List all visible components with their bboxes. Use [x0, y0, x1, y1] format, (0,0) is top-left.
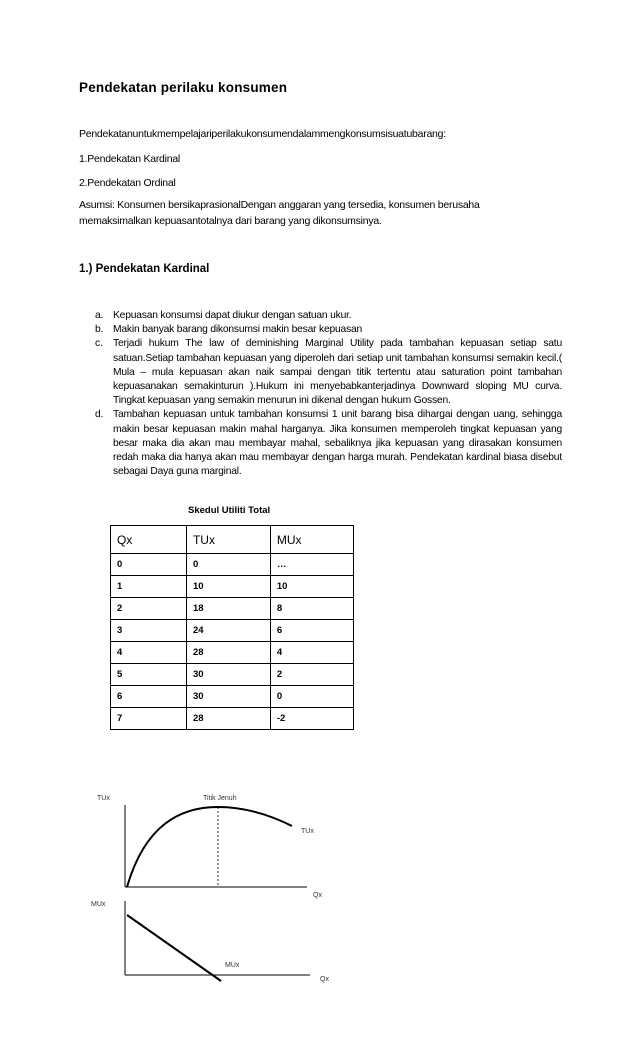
cell-qx: 1: [111, 576, 187, 598]
cell-qx: 3: [111, 620, 187, 642]
cell-mux: …: [270, 554, 353, 576]
cell-tux: 30: [186, 664, 270, 686]
mu-x-axis-label: Qx: [320, 976, 329, 983]
tu-y-axis-label: TUx: [97, 795, 110, 802]
page-title: Pendekatan perilaku konsumen: [79, 80, 288, 95]
list-item-text: Kepuasan konsumsi dapat diukur dengan satuan ukur.: [113, 310, 352, 321]
cell-tux: 24: [186, 620, 270, 642]
cell-mux: 6: [270, 620, 353, 642]
tu-curve: [127, 807, 292, 887]
table-row: [111, 642, 354, 664]
list-marker: a.: [95, 310, 104, 321]
header-qx: Qx: [111, 526, 187, 554]
table-header-row: [111, 526, 354, 554]
cell-tux: 18: [186, 598, 270, 620]
cell-tux: 28: [186, 708, 270, 730]
cell-qx: 0: [111, 554, 187, 576]
list-marker: b.: [95, 324, 104, 336]
cell-tux: 28: [186, 642, 270, 664]
tu-x-axis-label: Qx: [313, 892, 322, 899]
table-row: [111, 554, 354, 576]
table-row: [111, 576, 354, 598]
mu-curve-label: MUx: [225, 962, 240, 969]
cell-mux: 2: [270, 664, 353, 686]
cell-tux: 30: [186, 686, 270, 708]
mu-curve: [127, 915, 221, 981]
cell-tux: 0: [186, 554, 270, 576]
list-item-text: Terjadi hukum The law of deminishing Marginal Utility pada tambahan kepuasan setiap satu satuan.Setiap tambahan kepuasan yang diperoleh dari setiap unit tambahan konsumsi semakin kecil.( Mula – mula kepuasan akan naik sampai dengan titik tertentu atau saturation point tambahan kepuasanakan semakinturun ).Hukum ini menyebabkanterjadinya Downward sloping MU curva. Tingkat kepuasan yang semakin menurun ini dikenal dengan hukum Gossen.: [113, 338, 562, 407]
cell-qx: 5: [111, 664, 187, 686]
tu-mu-graph: [85, 785, 345, 995]
list-marker: d.: [95, 409, 104, 421]
tu-curve-label: TUx: [301, 828, 314, 835]
cell-mux: 8: [270, 598, 353, 620]
table-row: [111, 686, 354, 708]
list-item: [95, 323, 562, 337]
approach-ordinal: 2.Pendekatan Ordinal: [79, 177, 176, 189]
asumsi-line-1: Asumsi: Konsumen bersikaprasionalDengan anggaran yang tersedia, konsumen berusaha: [79, 199, 480, 211]
table-caption: Skedul Utiliti Total: [188, 505, 271, 516]
cardinal-list: [95, 309, 562, 479]
list-item-text: Tambahan kepuasan untuk tambahan konsumsi 1 unit barang bisa dihargai dengan uang, sehingga makin besar kepuasan makin mahal harganya. Jika konsumen memperoleh tingkat kepuasan yang besar maka dia akan mau membayar mahal, sebaliknya jika kepuasan yang dirasakan konsumen redah maka dia hanya akan mau membayar dengan harga murah. Pendekatan kardinal biasa disebut sebagai Daya guna marginal.: [113, 409, 562, 478]
header-mux: MUx: [270, 526, 353, 554]
section-title: 1.) Pendekatan Kardinal: [79, 263, 210, 275]
cell-qx: 7: [111, 708, 187, 730]
saturation-point-label: Titik Jenuh: [203, 795, 237, 802]
cell-qx: 2: [111, 598, 187, 620]
cell-mux: 10: [270, 576, 353, 598]
approach-cardinal: 1.Pendekatan Kardinal: [79, 153, 180, 165]
cell-mux: 0: [270, 686, 353, 708]
cell-mux: -2: [270, 708, 353, 730]
header-tux: TUx: [186, 526, 270, 554]
list-item: [95, 408, 562, 479]
table-row: [111, 708, 354, 730]
mu-y-axis-label: MUx: [91, 901, 106, 908]
intro-text: Pendekatanuntukmempelajariperilakukonsumendalammengkonsumsisuatubarang:: [79, 128, 446, 140]
asumsi-line-2: memaksimalkan kepuasantotalnya dari barang yang dikonsumsinya.: [79, 215, 382, 227]
list-item: [95, 337, 562, 408]
table-row: [111, 664, 354, 686]
table-row: [111, 620, 354, 642]
cell-mux: 4: [270, 642, 353, 664]
list-item: [95, 309, 562, 323]
cell-qx: 6: [111, 686, 187, 708]
table-row: [111, 598, 354, 620]
utility-schedule-table: [110, 525, 354, 730]
cell-tux: 10: [186, 576, 270, 598]
list-marker: c.: [95, 338, 103, 350]
list-item-text: Makin banyak barang dikonsumsi makin besar kepuasan: [113, 324, 363, 336]
cell-qx: 4: [111, 642, 187, 664]
